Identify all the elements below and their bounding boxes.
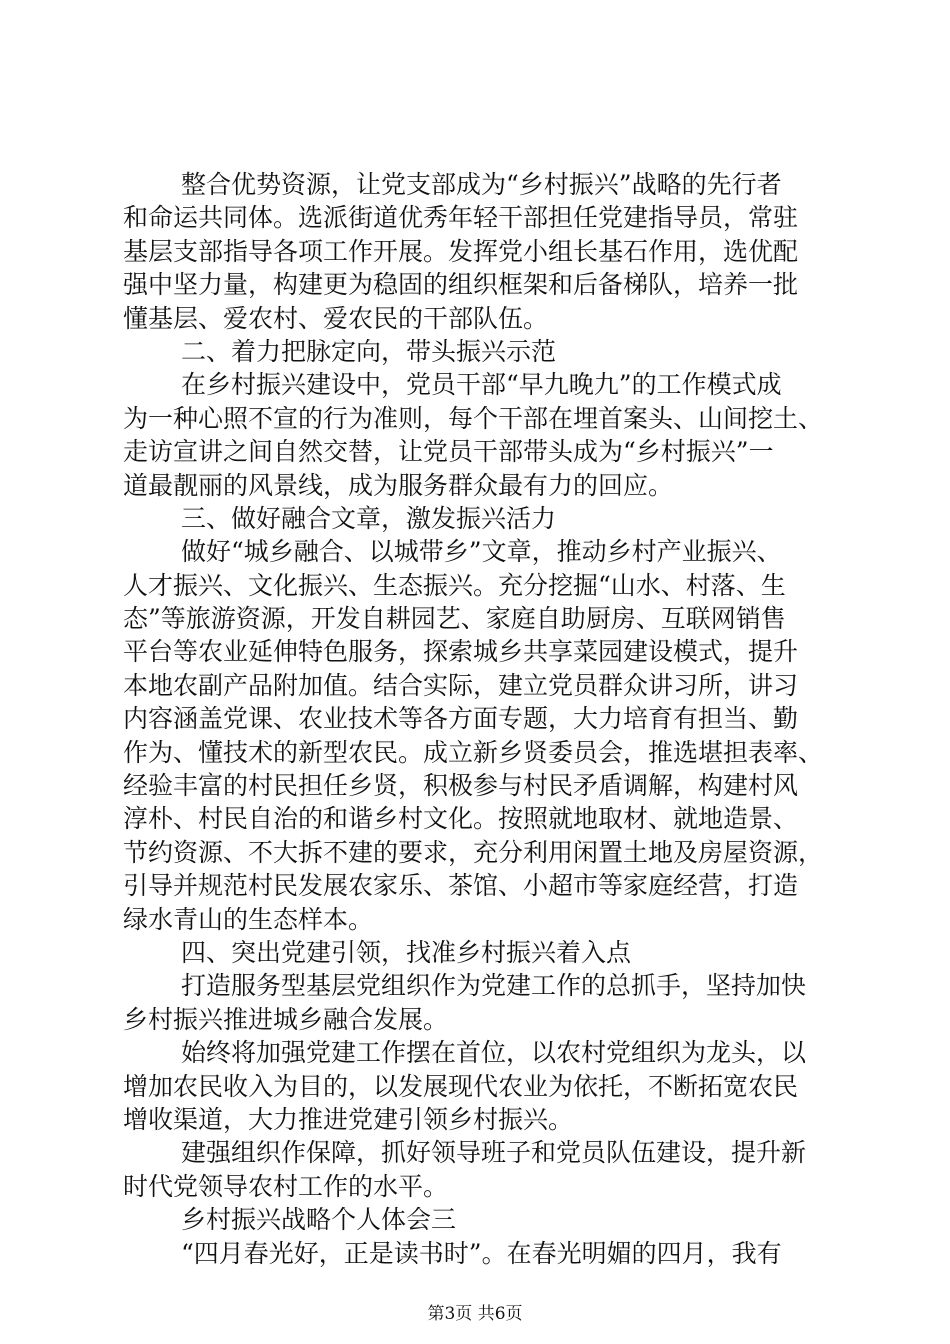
text-line: 懂基层、爱农村、爱农民的干部队伍。 <box>123 303 549 333</box>
text-line: 为一种心照不宣的行为准则，每个干部在埋首案头、山间挖土、 <box>123 403 824 433</box>
text-line: 基层支部指导各项工作开展。发挥党小组长基石作用，选优配 <box>123 236 799 266</box>
text-line: 时代党领导农村工作的水平。 <box>123 1171 449 1201</box>
text-line: 做好“城乡融合、以城带乡”文章，推动乡村产业振兴、 <box>181 537 782 567</box>
text-line: 绿水青山的生态样本。 <box>123 904 374 934</box>
text-line: 内容涵盖党课、农业技术等各方面专题，大力培育有担当、勤 <box>123 704 799 734</box>
text-line: 本地农副产品附加值。结合实际，建立党员群众讲习所，讲习 <box>123 670 799 700</box>
text-line: 增收渠道，大力推进党建引领乡村振兴。 <box>123 1104 574 1134</box>
text-line: 二、着力把脉定向，带头振兴示范 <box>181 336 557 366</box>
text-line: 乡村振兴战略个人体会三 <box>181 1205 457 1235</box>
text-line: 作为、懂技术的新型农民。成立新乡贤委员会，推选堪担表率、 <box>123 737 824 767</box>
text-line: 四、突出党建引领，找准乡村振兴着入点 <box>181 937 632 967</box>
text-line: 在乡村振兴建设中，党员干部“早九晚九”的工作模式成 <box>181 370 782 400</box>
text-line: 始终将加强党建工作摆在首位，以农村党组织为龙头，以 <box>181 1038 807 1068</box>
text-line: 平台等农业延伸特色服务，探索城乡共享菜园建设模式，提升 <box>123 637 799 667</box>
text-line: 人才振兴、文化振兴、生态振兴。充分挖掘“山水、村落、生 <box>123 570 786 600</box>
text-line: 节约资源、不大拆不建的要求，充分利用闲置土地及房屋资源， <box>123 837 824 867</box>
text-line: 打造服务型基层党组织作为党建工作的总抓手，坚持加快 <box>181 971 807 1001</box>
text-line: 走访宣讲之间自然交替，让党员干部带头成为“乡村振兴”一 <box>123 437 774 467</box>
text-line: 强中坚力量，构建更为稳固的组织框架和后备梯队，培养一批 <box>123 270 799 300</box>
text-line: 经验丰富的村民担任乡贤，积极参与村民矛盾调解，构建村风 <box>123 771 799 801</box>
text-line: 淳朴、村民自治的和谐乡村文化。按照就地取材、就地造景、 <box>123 804 799 834</box>
text-line: “四月春光好，正是读书时”。在春光明媚的四月，我有 <box>181 1238 782 1268</box>
text-line: 整合优势资源，让党支部成为“乡村振兴”战略的先行者 <box>181 170 782 199</box>
text-line: 增加农民收入为目的，以发展现代农业为依托，不断拓宽农民 <box>123 1071 799 1101</box>
document-body <box>123 168 833 1270</box>
text-line: 道最靓丽的风景线，成为服务群众最有力的回应。 <box>123 470 674 500</box>
text-line: 和命运共同体。选派街道优秀年轻干部担任党建指导员，常驻 <box>123 203 799 233</box>
page-number-footer: 第3页 共6页 <box>427 1304 523 1324</box>
text-line: 三、做好融合文章，激发振兴活力 <box>181 503 557 533</box>
text-line: 态”等旅游资源，开发自耕园艺、家庭自助厨房、互联网销售 <box>123 604 786 634</box>
text-line: 建强组织作保障，抓好领导班子和党员队伍建设，提升新 <box>181 1138 807 1168</box>
text-line: 乡村振兴推进城乡融合发展。 <box>123 1004 449 1034</box>
text-line: 引导并规范村民发展农家乐、茶馆、小超市等家庭经营，打造 <box>123 871 799 901</box>
